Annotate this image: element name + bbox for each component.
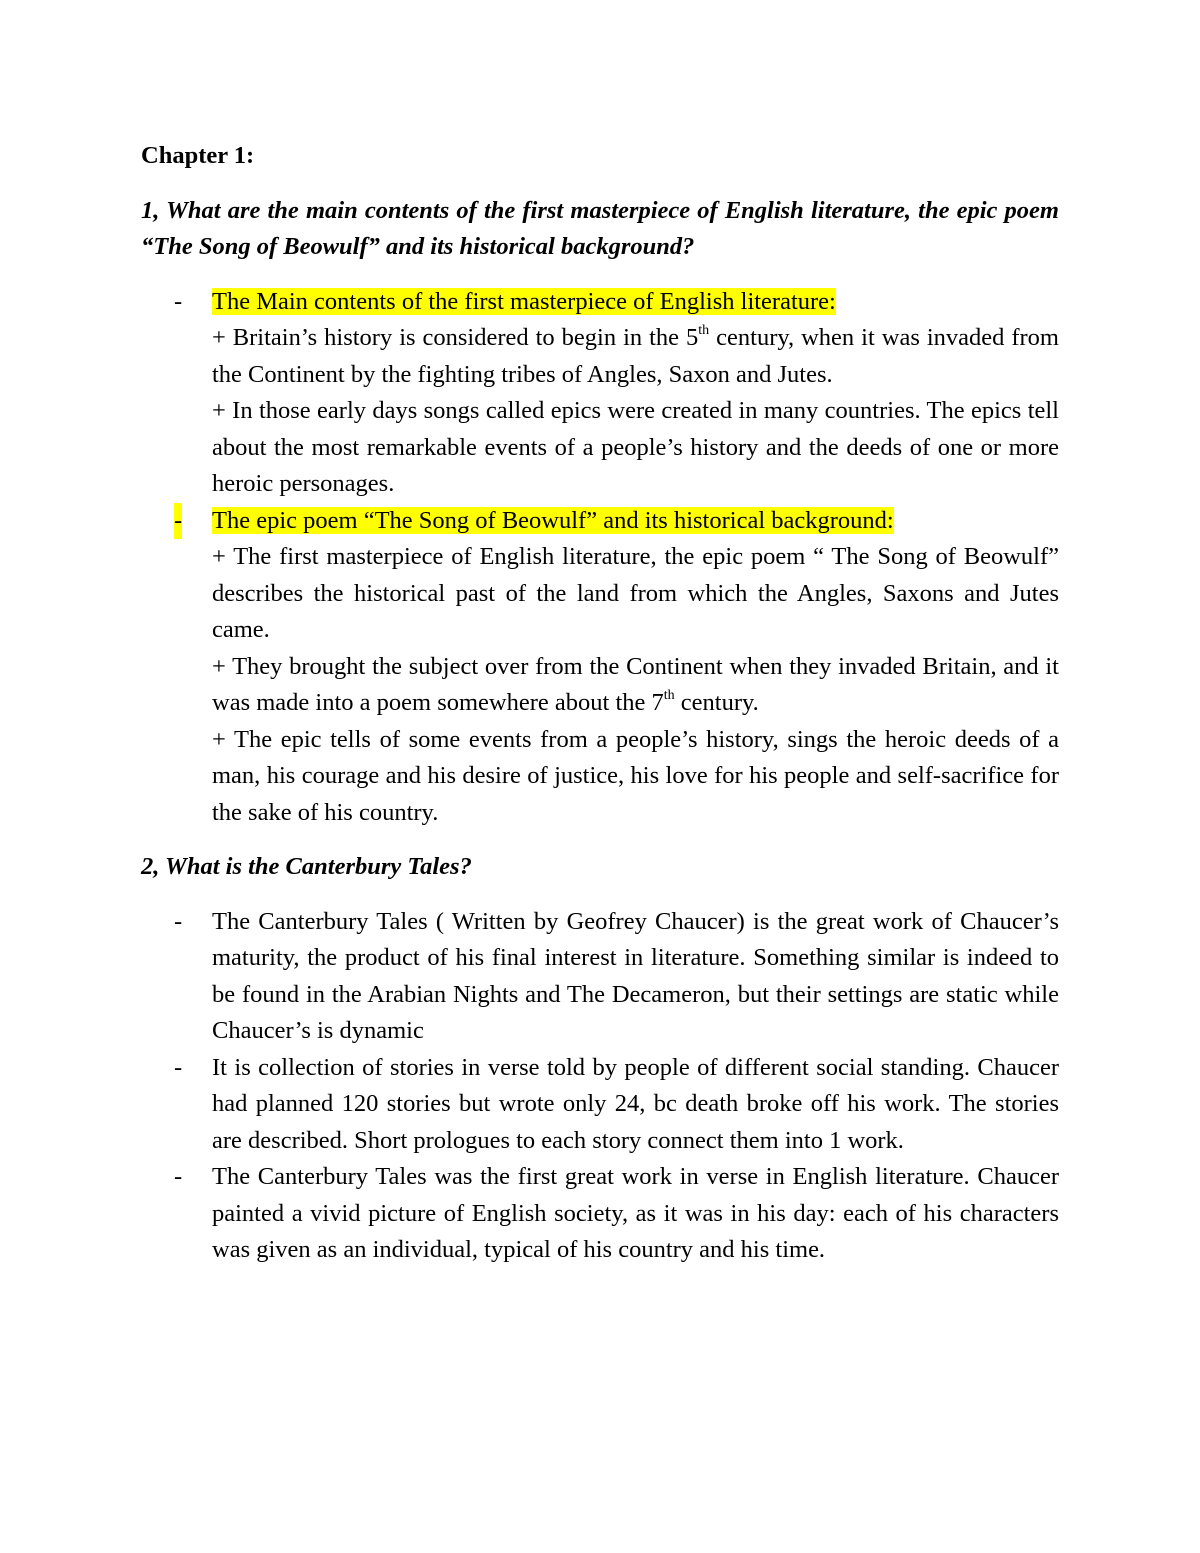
dash-marker: - — [174, 907, 183, 935]
dash-marker: - — [174, 287, 183, 315]
sub-point: + Britain’s history is considered to begin in the 5th century, when it was invaded from the Continent by the fighting tribes of Angles, Saxon and Jutes. — [212, 322, 1059, 388]
list-item — [141, 904, 1059, 1050]
document-page — [141, 138, 1059, 1269]
list-item-text: The Canterbury Tales ( Written by Geofrey Chaucer) is the great work of Chaucer’s maturity, the product of his final interest in literature. Something similar is indeed to be found in the Arabian Nights and The Decameron, but their settings are static while Chaucer’s is dynamic — [212, 907, 1059, 1044]
list-item — [141, 284, 1059, 503]
dash-marker: - — [174, 1163, 183, 1190]
sub-point: + The epic tells of some events from a people’s history, sings the heroic deeds of a man, his courage and his desire of justice, his love for his people and self-sacrifice for the sake of his country. — [212, 725, 1059, 826]
question-2: 2, What is the Canterbury Tales? — [141, 853, 472, 880]
chapter-title: Chapter 1: — [141, 142, 255, 169]
sub-point: + The first masterpiece of English literature, the epic poem “ The Song of Beowulf” describes the historical past of the land from which the Angles, Saxons and Jutes came. — [212, 543, 1059, 643]
list-item — [141, 1050, 1059, 1160]
highlighted-heading: The epic poem “The Song of Beowulf” and its historical background: — [212, 506, 894, 534]
highlighted-heading: The Main contents of the first masterpiece of English literature: — [212, 287, 836, 315]
question-1: 1, What are the main contents of the first masterpiece of English literature, the epic poem “The Song of Beowulf” and its historical background? — [141, 196, 1059, 260]
question-2-answer-list — [141, 904, 1059, 1269]
dash-marker: - — [174, 503, 182, 540]
sub-point: + In those early days songs called epics were created in many countries. The epics tell about the most remarkable events of a people’s history and the deeds of one or more heroic personages. — [212, 397, 1059, 497]
dash-marker: - — [174, 1053, 183, 1081]
list-item — [141, 1159, 1059, 1269]
list-item-text: It is collection of stories in verse told by people of different social standing. Chaucer had planned 120 stories but wrote only 24, bc death broke off his work. The stories are described. Short prologues to each story connect them into 1 work. — [212, 1053, 1059, 1154]
question-1-answer-list — [141, 284, 1059, 832]
sub-point: + They brought the subject over from the Continent when they invaded Britain, and it was made into a poem somewhere about the 7th century. — [212, 652, 1059, 716]
list-item-text: The Canterbury Tales was the first great work in verse in English literature. Chaucer painted a vivid picture of English society, as it was in his day: each of his characters was given as an individual, typical of his country and his time. — [212, 1163, 1059, 1263]
list-item — [141, 503, 1059, 832]
